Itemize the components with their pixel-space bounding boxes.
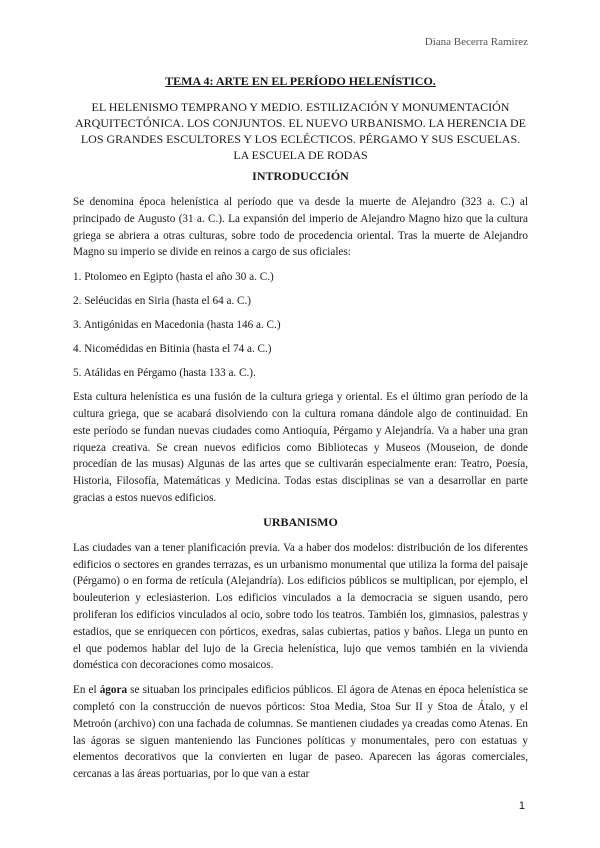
list-item: 3. Antigónidas en Macedonia (hasta 146 a. C.) [73, 319, 281, 332]
list-item: 2. Seléucidas en Siria (hasta el 64 a. C.) [73, 295, 252, 308]
urbanismo-paragraph-1: Las ciudades van a tener planificación previa. Va a haber dos modelos: distribución de los diferentes edificios o sectores en grandes terrazas, es un urbanismo monumental que utiliza la forma del paisaje (Pérgamo) o en forma de retícula (Alejandría). Los edificios públicos se multiplican, por ejemplo, el bouleuterion y eclesiasterion. Los edificios vinculados a la democracia se siguen usando, pero proliferan los edificios vinculados al ocio, sobre todo los teatros. También los, gimnasios, palestras y estadios, que se enriquecen con pórticos, exedras, salas cubiertas, patios y baños. Llega un punto en el que podemos hablar del lujo de la Grecia helenística, lujo que vemos también en la vivienda doméstica con decoraciones como mosaicos. [73, 541, 528, 672]
document-title: TEMA 4: ARTE EN EL PERÍODO HELENÍSTICO. [165, 74, 436, 88]
intro-paragraph-2: Esta cultura helenística es una fusión de la cultura griega y oriental. Es el último gran período de la cultura griega, que se acabará disolviendo con la cultura romana dándole algo de continuidad. En este período se fundan nuevas ciudades como Antioquía, Pérgamo y Alejandría. Va a haber una gran riqueza creativa. Se crean nuevos edificios como Bibliotecas y Museos (Mouseion, de donde procedían de las musas) Algunas de las artes que se cultivarán especialmente eran: Teatro, Poesía, Historia, Filosofía, Matemáticas y Medicina. Todas estas disciplinas se van a desarrollar en parte gracias a estos nuevos edificios. [73, 391, 528, 504]
paragraph-text: se situaban los principales edificios públicos. El ágora de Atenas en época helenística se completó con la construcción de nuevos pórticos: Stoa Media, Stoa Sur II y Stoa de Átalo, y el Metroón (archivo) con una fachada de columnas. Se mantienen ciudades ya creadas como Atenas. En las ágoras se siguen manteniendo las Funciones políticas y monumentales, pero con estatuas y elementos decorativos que la convierten en lugar de paseo. Aparecen las ágoras comerciales, cercanas a las áreas portuarias, por lo que van a estar [73, 684, 528, 781]
document-subtitle: EL HELENISMO TEMPRANO Y MEDIO. ESTILIZACIÓN Y MONUMENTACIÓN ARQUITECTÓNICA. LOS CONJUNTOS. EL NUEVO URBANISMO. LA HERENCIA DE LOS GRANDES ESCULTORES Y LOS ECLÉCTICOS. PÉRGAMO Y SUS ESCUELAS. LA ESCUELA DE RODAS [74, 100, 526, 162]
urbanismo-paragraph-2 [73, 682, 528, 783]
header-author: Diana Becerra Ramírez [424, 36, 528, 48]
paragraph-text: En el [73, 684, 100, 697]
section-heading-urbanismo: URBANISMO [263, 514, 338, 529]
bold-term-agora: ágora [99, 684, 128, 697]
page-number: 1 [518, 800, 525, 812]
list-item: 5. Atálidas en Pérgamo (hasta 133 a. C.). [73, 367, 256, 380]
list-item: 1. Ptolomeo en Egipto (hasta el año 30 a. C.) [73, 271, 274, 284]
page-content [73, 70, 528, 791]
intro-paragraph-1: Se denomina época helenística al período que va desde la muerte de Alejandro (323 a. C.) al principado de Augusto (31 a. C.). La expansión del imperio de Alejandro Magno hizo que la cultura griega se abriera a otras culturas, sobre todo de procedencia oriental. Tras la muerte de Alejandro Magno su imperio se divide en reinos a cargo de sus oficiales: [73, 196, 528, 259]
section-heading-introduccion: INTRODUCCIÓN [252, 169, 349, 183]
list-item: 4. Nicomédidas en Bitinia (hasta el 74 a. C.) [73, 343, 272, 356]
